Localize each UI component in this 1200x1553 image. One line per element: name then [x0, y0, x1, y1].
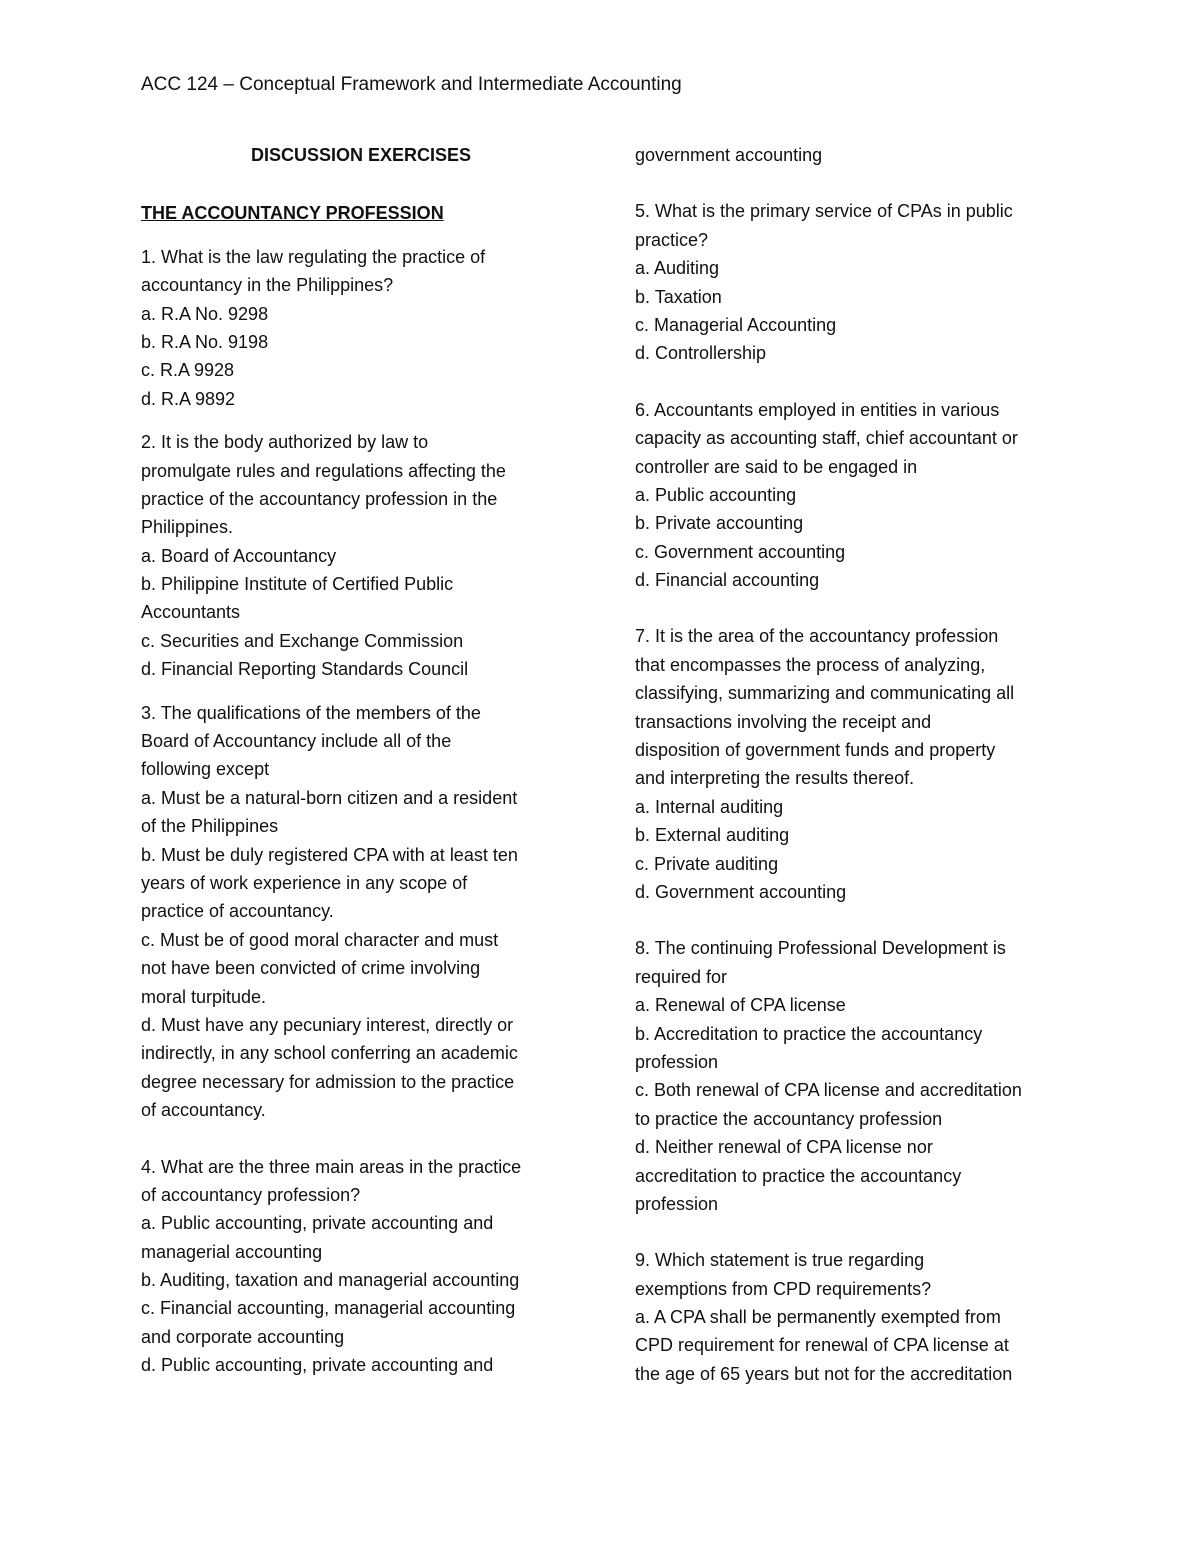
- answer-option: to practice the accountancy profession: [635, 1108, 943, 1129]
- answer-option: accreditation to practice the accountancy: [635, 1165, 962, 1186]
- question-text: 6. Accountants employed in entities in various: [635, 399, 1000, 420]
- question-text: 1. What is the law regulating the practice of: [141, 246, 486, 267]
- answer-option: years of work experience in any scope of: [141, 872, 468, 893]
- answer-option: b. R.A No. 9198: [141, 331, 269, 352]
- question-text: 8. The continuing Professional Development is: [635, 938, 1006, 959]
- answer-option: a. Renewal of CPA license: [635, 995, 846, 1016]
- answer-option: the age of 65 years but not for the accreditation: [635, 1363, 1013, 1384]
- answer-option: b. External auditing: [635, 825, 790, 846]
- answer-option: b. Must be duly registered CPA with at least ten: [141, 844, 518, 865]
- answer-option: d. Must have any pecuniary interest, directly or: [141, 1014, 514, 1035]
- answer-option: c. R.A 9928: [141, 360, 235, 381]
- answer-option: c. Both renewal of CPA license and accreditation: [635, 1080, 1022, 1101]
- answer-option: d. Financial accounting: [635, 570, 820, 591]
- question-text: practice?: [635, 229, 709, 250]
- question-text: transactions involving the receipt and: [635, 711, 932, 732]
- answer-option: of the Philippines: [141, 816, 279, 837]
- answer-option: a. Must be a natural-born citizen and a resident: [141, 787, 518, 808]
- answer-option: d. Government accounting: [635, 881, 847, 902]
- question-2: [141, 428, 581, 684]
- exercise-heading: DISCUSSION EXERCISES: [250, 145, 472, 165]
- question-text: classifying, summarizing and communicating all: [635, 683, 1015, 704]
- answer-option: b. Accreditation to practice the accountancy: [635, 1023, 983, 1044]
- question-5: [635, 197, 1085, 367]
- question-text: 2. It is the body authorized by law to: [141, 432, 429, 453]
- question-1: [141, 243, 581, 413]
- answer-option: moral turpitude.: [141, 986, 267, 1007]
- question-text: 4. What are the three main areas in the practice: [141, 1156, 522, 1177]
- answer-option: practice of accountancy.: [141, 901, 334, 922]
- question-text: capacity as accounting staff, chief accountant or: [635, 428, 1018, 449]
- answer-option: b. Philippine Institute of Certified Public: [141, 574, 454, 595]
- question-4: [141, 1153, 581, 1380]
- question-text: promulgate rules and regulations affecting the: [141, 460, 506, 481]
- question-text: disposition of government funds and property: [635, 740, 996, 761]
- question-text: controller are said to be engaged in: [635, 456, 918, 477]
- answer-option: c. Securities and Exchange Commission: [141, 630, 464, 651]
- question-text: required for: [635, 966, 728, 987]
- question-text: that encompasses the process of analyzing,: [635, 654, 986, 675]
- answer-option: Accountants: [141, 602, 241, 623]
- answer-option: c. Managerial Accounting: [635, 314, 837, 335]
- question-text: 5. What is the primary service of CPAs in public: [635, 201, 1013, 222]
- answer-option: profession: [635, 1193, 719, 1214]
- question-text: of accountancy profession?: [141, 1184, 361, 1205]
- question-8: [635, 934, 1085, 1218]
- question-9: [635, 1246, 1085, 1388]
- question-text: 7. It is the area of the accountancy profession: [635, 626, 999, 647]
- question-text: Board of Accountancy include all of the: [141, 731, 452, 752]
- question-text: exemptions from CPD requirements?: [635, 1278, 932, 1299]
- question-6: [635, 396, 1085, 595]
- answer-option: c. Government accounting: [635, 541, 846, 562]
- answer-option: profession: [635, 1051, 719, 1072]
- question-text: Philippines.: [141, 517, 234, 538]
- answer-option: b. Private accounting: [635, 513, 804, 534]
- question-text: accountancy in the Philippines?: [141, 275, 394, 296]
- answer-option: d. Public accounting, private accounting and: [141, 1355, 494, 1376]
- question-text: practice of the accountancy profession in the: [141, 488, 498, 509]
- section-title: THE ACCOUNTANCY PROFESSION: [141, 203, 444, 224]
- answer-option: indirectly, in any school conferring an academic: [141, 1043, 518, 1064]
- answer-option: c. Must be of good moral character and must: [141, 929, 499, 950]
- right-column: [635, 141, 1085, 1388]
- answer-option: c. Financial accounting, managerial accounting: [141, 1298, 516, 1319]
- answer-option: b. Taxation: [635, 286, 722, 307]
- answer-option: b. Auditing, taxation and managerial accounting: [141, 1270, 520, 1291]
- answer-option: a. Internal auditing: [635, 796, 784, 817]
- answer-option: and corporate accounting: [141, 1326, 345, 1347]
- answer-option: of accountancy.: [141, 1100, 266, 1121]
- answer-option: d. Financial Reporting Standards Council: [141, 659, 469, 680]
- answer-option: d. R.A 9892: [141, 388, 236, 409]
- left-column: [141, 141, 581, 1380]
- continued-option: government accounting: [635, 145, 823, 165]
- question-text: and interpreting the results thereof.: [635, 768, 915, 789]
- document-header: ACC 124 – Conceptual Framework and Intermediate Accounting: [141, 74, 682, 95]
- answer-option: CPD requirement for renewal of CPA license at: [635, 1335, 1009, 1356]
- answer-option: a. R.A No. 9298: [141, 303, 269, 324]
- answer-option: d. Neither renewal of CPA license nor: [635, 1137, 933, 1158]
- question-text: following except: [141, 759, 270, 780]
- answer-option: a. Public accounting: [635, 484, 797, 505]
- answer-option: a. Board of Accountancy: [141, 545, 337, 566]
- answer-option: managerial accounting: [141, 1241, 323, 1262]
- answer-option: c. Private auditing: [635, 853, 779, 874]
- answer-option: not have been convicted of crime involving: [141, 958, 481, 979]
- question-7: [635, 622, 1085, 906]
- answer-option: a. A CPA shall be permanently exempted from: [635, 1307, 1001, 1328]
- answer-option: a. Auditing: [635, 258, 720, 279]
- answer-option: degree necessary for admission to the practice: [141, 1071, 515, 1092]
- question-text: 3. The qualifications of the members of the: [141, 702, 481, 723]
- answer-option: a. Public accounting, private accounting and: [141, 1213, 494, 1234]
- question-text: 9. Which statement is true regarding: [635, 1250, 925, 1271]
- answer-option: d. Controllership: [635, 343, 767, 364]
- question-3: [141, 699, 581, 1125]
